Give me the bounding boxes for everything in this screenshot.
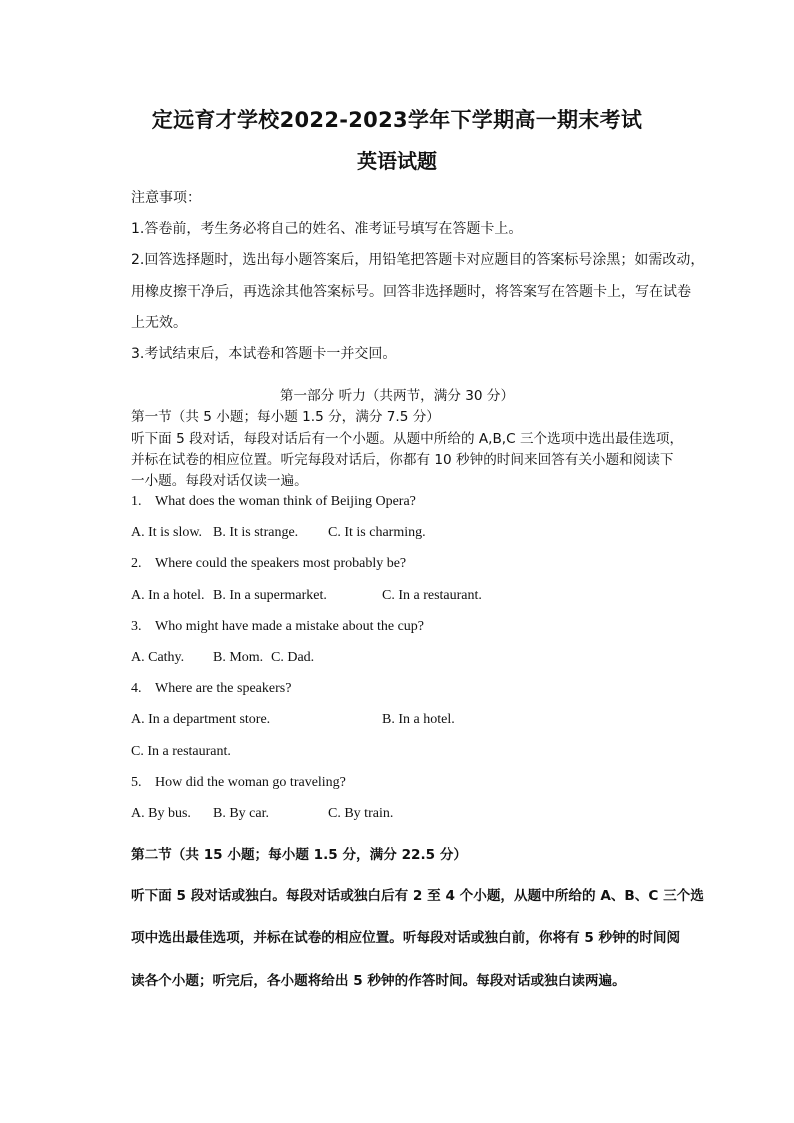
option-4c: C. In a restaurant. [131,744,231,759]
option-3a: A. Cathy. [131,650,185,665]
note-item-2-line-3: 上无效。 [131,315,187,331]
option-1b: B. It is strange. [213,525,299,540]
section2-instructions-line-2: 项中选出最佳选项，并标在试卷的相应位置。听每段对话或独白前，你将有 5 秒钟的时间阅 [131,930,681,946]
note-item-2-line-2: 用橡皮擦干净后，再选涂其他答案标号。回答非选择题时，将答案写在答题卡上，写在试卷 [131,284,691,300]
question-2 [131,556,406,572]
option-1c: C. It is charming. [328,525,426,540]
question-number: 1. [131,494,142,509]
option-5c: C. By train. [328,806,394,821]
section1-heading: 第一节（共 5 小题；每小题 1.5 分，满分 7.5 分） [131,409,440,425]
section1-instructions-line-1: 听下面 5 段对话，每段对话后有一个小题。从题中所给的 A,B,C 三个选项中选出最佳选项， [131,431,684,447]
question-text: Where could the speakers most probably be? [155,556,407,571]
notes-heading: 注意事项： [131,190,201,206]
section1-instructions-line-3: 一小题。每段对话仅读一遍。 [131,473,308,489]
question-1 [131,494,416,510]
note-item-2-line-1: 2.回答选择题时，选出每小题答案后，用铅笔把答题卡对应题目的答案标号涂黑；如需改动， [131,252,705,268]
question-text: Who might have made a mistake about the cup? [155,619,425,634]
question-text: How did the woman go traveling? [155,775,346,790]
section2-instructions-line-1: 听下面 5 段对话或独白。每段对话或独白后有 2 至 4 个小题，从题中所给的 A、B、C 三个选 [131,888,704,904]
note-item-1: 1.答卷前，考生务必将自己的姓名、准考证号填写在答题卡上。 [131,221,523,237]
option-4a: A. In a department store. [131,712,271,727]
section2-heading: 第二节（共 15 小题；每小题 1.5 分，满分 22.5 分） [131,847,468,863]
question-number: 4. [131,681,142,696]
part1-heading: 第一部分 听力（共两节，满分 30 分） [279,388,515,404]
option-2c: C. In a restaurant. [382,588,482,603]
option-2a: A. In a hotel. [131,588,205,603]
option-5b: B. By car. [213,806,269,821]
question-5 [131,775,346,791]
note-item-3: 3.考试结束后，本试卷和答题卡一并交回。 [131,346,397,362]
exam-subject: 英语试题 [357,149,437,173]
question-text: What does the woman think of Beijing Opera? [155,494,416,509]
option-4b: B. In a hotel. [382,712,455,727]
question-3 [131,619,424,635]
option-1a: A. It is slow. [131,525,203,540]
question-number: 3. [131,619,142,634]
question-number: 5. [131,775,142,790]
question-text: Where are the speakers? [155,681,292,696]
option-3c: C. Dad. [271,650,315,665]
question-4 [131,681,291,697]
option-3b: B. Mom. [213,650,264,665]
question-number: 2. [131,556,142,571]
section2-instructions-line-3: 读各个小题；听完后，各小题将给出 5 秒钟的作答时间。每段对话或独白读两遍。 [131,973,626,989]
option-5a: A. By bus. [131,806,191,821]
section1-instructions-line-2: 并标在试卷的相应位置。听完每段对话后，你都有 10 秒钟的时间来回答有关小题和阅读下 [131,452,674,468]
exam-title: 定远育才学校2022-2023学年下学期高一期末考试 [151,108,643,132]
option-2b: B. In a supermarket. [213,588,327,603]
